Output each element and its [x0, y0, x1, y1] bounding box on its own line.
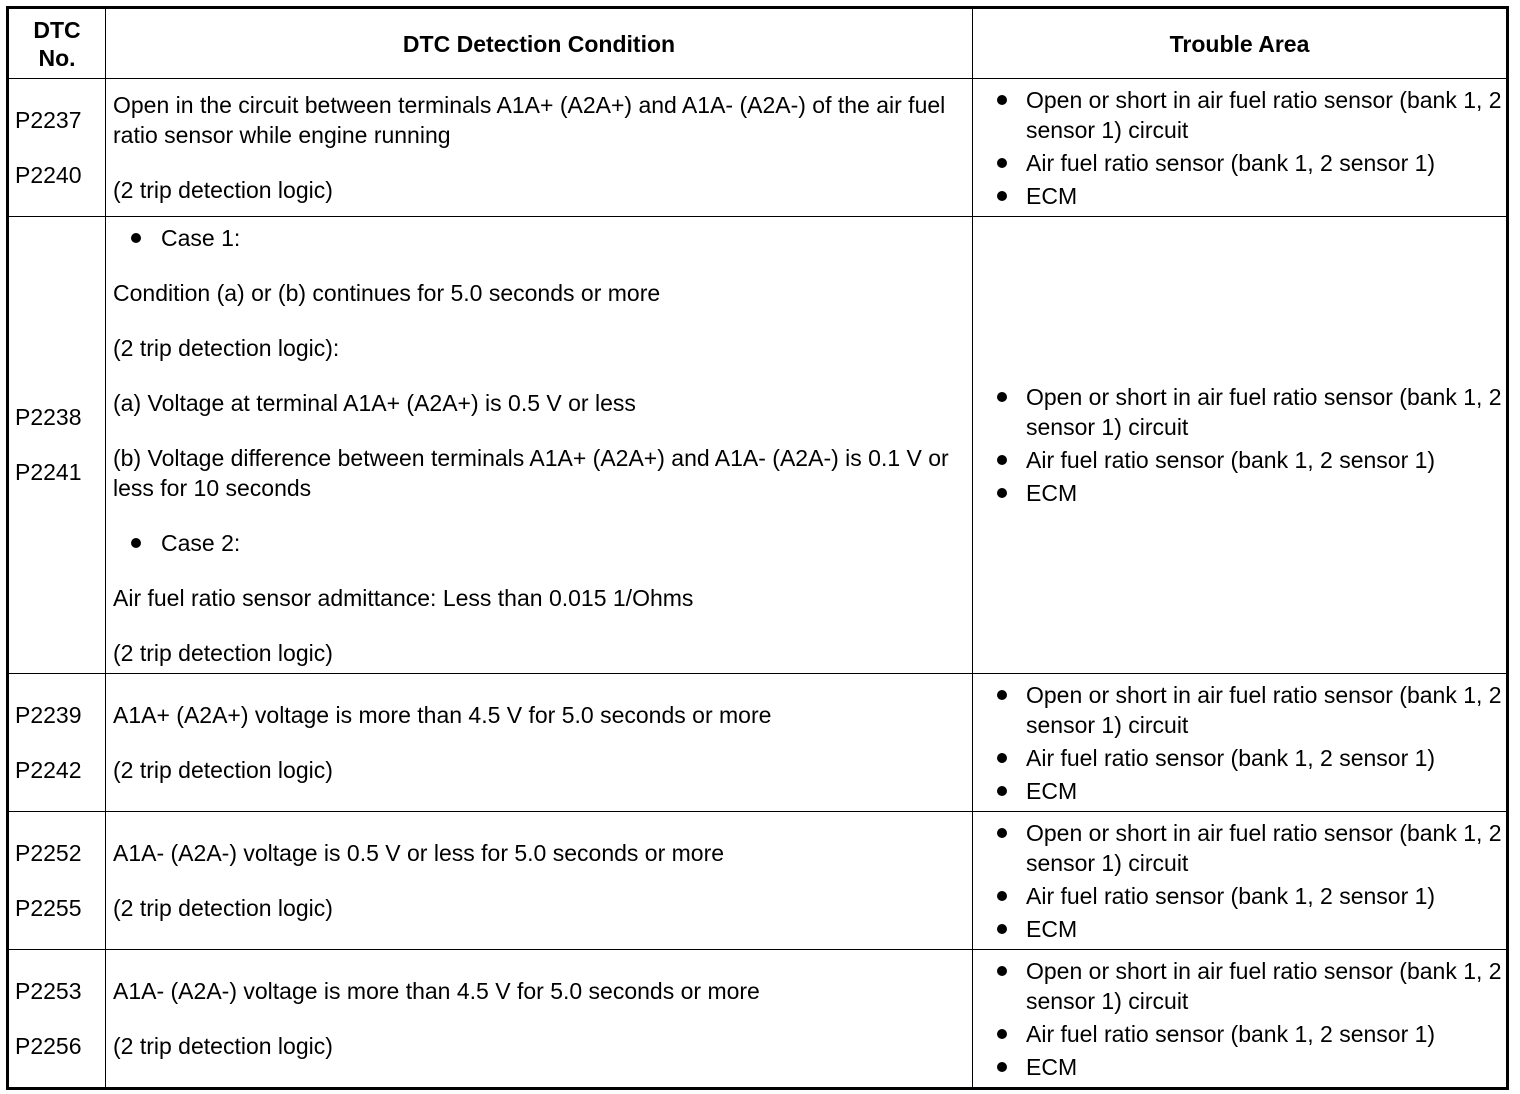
detection-condition-cell — [106, 674, 973, 812]
bullet-icon — [131, 233, 141, 243]
trouble-area-text: Air fuel ratio sensor (bank 1, 2 sensor 1) — [1026, 882, 1436, 909]
trouble-area-list — [997, 956, 1502, 1082]
bullet-icon — [997, 891, 1007, 901]
list-item — [997, 881, 1502, 911]
list-item — [997, 776, 1502, 806]
trouble-area-list — [997, 680, 1502, 806]
trouble-area-list — [997, 85, 1502, 211]
dtc-code: P2256 — [15, 1032, 82, 1059]
trouble-area-cell — [973, 674, 1508, 812]
list-item — [997, 818, 1502, 878]
list-item — [997, 148, 1502, 178]
trouble-area-text: Open or short in air fuel ratio sensor (bank 1, 2 sensor 1) circuit — [1026, 681, 1502, 738]
condition-text: (2 trip detection logic) — [113, 1033, 333, 1059]
trouble-area-text: ECM — [1026, 182, 1078, 209]
condition-text: A1A+ (A2A+) voltage is more than 4.5 V for 5.0 seconds or more — [113, 702, 772, 728]
dtc-code: P2241 — [15, 459, 82, 485]
header-dtc-no: DTC No. — [8, 8, 106, 79]
detection-condition-cell — [106, 812, 973, 950]
trouble-area-text: ECM — [1026, 777, 1078, 804]
trouble-area-list — [997, 818, 1502, 944]
trouble-area-text: Open or short in air fuel ratio sensor (bank 1, 2 sensor 1) circuit — [1026, 819, 1502, 876]
table-row — [8, 812, 1508, 950]
list-item — [997, 743, 1502, 773]
list-item — [997, 1052, 1502, 1082]
header-detection-condition: DTC Detection Condition — [106, 8, 973, 79]
condition-text: (2 trip detection logic) — [113, 757, 333, 783]
table-row — [8, 674, 1508, 812]
trouble-area-cell — [973, 217, 1508, 674]
condition-text: (2 trip detection logic) — [113, 639, 333, 666]
list-item — [997, 382, 1502, 442]
header-trouble-area: Trouble Area — [973, 8, 1508, 79]
dtc-code: P2238 — [15, 404, 82, 430]
condition-text: Condition (a) or (b) continues for 5.0 seconds or more — [113, 279, 661, 306]
dtc-table — [6, 6, 1509, 1090]
case-label: Case 2: — [161, 529, 241, 556]
condition-text: A1A- (A2A-) voltage is more than 4.5 V for 5.0 seconds or more — [113, 978, 760, 1004]
bullet-icon — [997, 924, 1007, 934]
bullet-icon — [997, 455, 1007, 465]
bullet-icon — [997, 95, 1007, 105]
table-row — [8, 950, 1508, 1089]
bullet-icon — [997, 966, 1007, 976]
bullet-icon — [131, 538, 141, 548]
bullet-icon — [997, 158, 1007, 168]
case-heading — [113, 528, 964, 558]
trouble-area-text: ECM — [1026, 480, 1078, 506]
list-item — [997, 914, 1502, 944]
trouble-area-cell — [973, 812, 1508, 950]
detection-condition-cell — [106, 79, 973, 217]
table-row — [8, 79, 1508, 217]
bullet-icon — [997, 753, 1007, 763]
trouble-area-list — [997, 382, 1502, 508]
detection-condition-cell — [106, 950, 973, 1089]
trouble-area-text: ECM — [1026, 1053, 1078, 1080]
bullet-icon — [997, 392, 1007, 402]
bullet-icon — [997, 786, 1007, 796]
condition-text: (2 trip detection logic) — [113, 895, 333, 921]
bullet-icon — [997, 690, 1007, 700]
dtc-code: P2240 — [15, 161, 82, 188]
bullet-icon — [997, 1062, 1007, 1072]
bullet-icon — [997, 828, 1007, 838]
header-row — [8, 8, 1508, 79]
trouble-area-text: Air fuel ratio sensor (bank 1, 2 sensor 1) — [1026, 744, 1436, 771]
table-row — [8, 217, 1508, 674]
condition-text: (2 trip detection logic) — [113, 177, 333, 203]
case-heading — [113, 223, 964, 253]
dtc-number-cell — [8, 950, 106, 1089]
condition-text: (a) Voltage at terminal A1A+ (A2A+) is 0.5 V or less — [113, 389, 636, 416]
case-label: Case 1: — [161, 224, 241, 251]
dtc-number-cell — [8, 217, 106, 674]
trouble-area-cell — [973, 950, 1508, 1089]
condition-text: Air fuel ratio sensor admittance: Less than 0.015 1/Ohms — [113, 584, 694, 611]
list-item — [997, 181, 1502, 211]
list-item — [997, 478, 1502, 508]
bullet-icon — [997, 191, 1007, 201]
trouble-area-text: ECM — [1026, 915, 1078, 942]
bullet-icon — [997, 1029, 1007, 1039]
dtc-number-cell — [8, 674, 106, 812]
list-item — [997, 1019, 1502, 1049]
condition-text: (b) Voltage difference between terminals A1A+ (A2A+) and A1A- (A2A-) is 0.1 V or less for 10 seconds — [113, 444, 949, 501]
condition-text: (2 trip detection logic): — [113, 334, 340, 361]
dtc-number-cell — [8, 79, 106, 217]
dtc-code: P2252 — [15, 839, 82, 866]
list-item — [997, 445, 1502, 475]
list-item — [997, 85, 1502, 145]
dtc-code: P2239 — [15, 701, 82, 728]
dtc-code: P2255 — [15, 894, 82, 921]
condition-text: A1A- (A2A-) voltage is 0.5 V or less for 5.0 seconds or more — [113, 840, 725, 866]
trouble-area-text: Air fuel ratio sensor (bank 1, 2 sensor 1) — [1026, 447, 1436, 473]
dtc-number-cell — [8, 812, 106, 950]
condition-text: Open in the circuit between terminals A1A+ (A2A+) and A1A- (A2A-) of the air fuel ratio sensor while engine running — [113, 92, 946, 148]
bullet-icon — [997, 488, 1007, 498]
list-item — [997, 956, 1502, 1016]
trouble-area-text: Air fuel ratio sensor (bank 1, 2 sensor 1) — [1026, 1020, 1436, 1047]
trouble-area-cell — [973, 79, 1508, 217]
dtc-code: P2237 — [15, 106, 82, 133]
trouble-area-text: Open or short in air fuel ratio sensor (bank 1, 2 sensor 1) circuit — [1026, 86, 1502, 143]
detection-condition-cell — [106, 217, 973, 674]
trouble-area-text: Open or short in air fuel ratio sensor (bank 1, 2 sensor 1) circuit — [1026, 957, 1502, 1014]
dtc-code: P2242 — [15, 756, 82, 783]
trouble-area-text: Open or short in air fuel ratio sensor (bank 1, 2 sensor 1) circuit — [1026, 384, 1502, 440]
trouble-area-text: Air fuel ratio sensor (bank 1, 2 sensor 1) — [1026, 149, 1436, 176]
dtc-code: P2253 — [15, 977, 82, 1004]
list-item — [997, 680, 1502, 740]
